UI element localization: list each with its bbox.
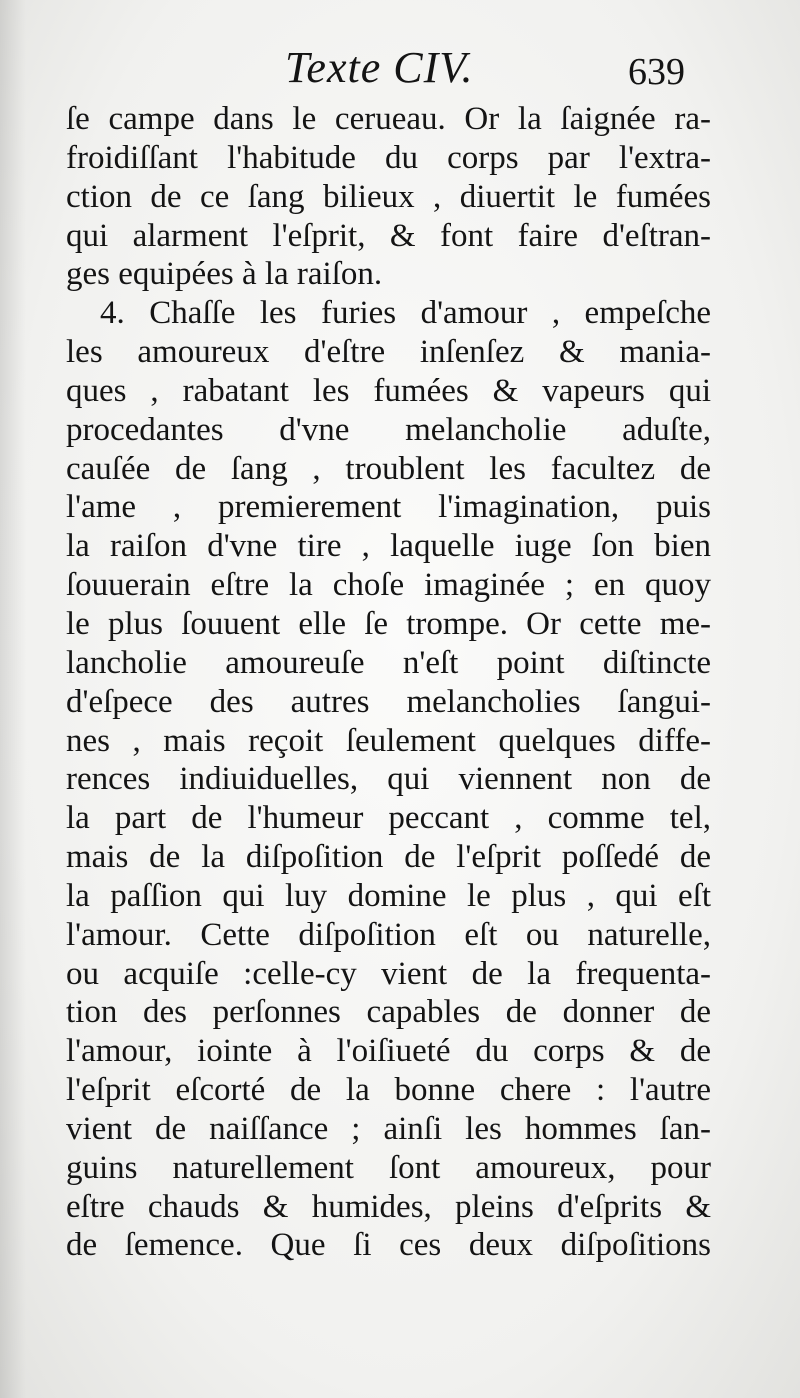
text-line: cauſée de ſang , troublent les facultez de [66,450,711,487]
text-line: nes , mais reçoit ſeulement quelques diffe- [66,722,711,759]
text-line: froidiſſant l'habitude du corps par l'extra- [66,139,711,176]
text-line: ſe campe dans le cerueau. Or la ſaignée ra- [66,101,711,137]
text-line: l'amour. Cette diſpoſition eſt ou naturelle, [66,916,711,953]
text-line: ges equipées à la raiſon. [66,256,383,293]
text-line: ou acquiſe :celle-cy vient de la frequenta- [66,955,711,992]
text-line: mais de la diſpoſition de l'eſprit poſſedé de [66,839,711,876]
text-line: d'eſpece des autres melancholies ſangui- [66,683,711,720]
text-line: l'ame , premierement l'imagination, puis [66,489,711,526]
text-line: la raiſon d'vne tire , laquelle iuge ſon bien [66,528,711,565]
page-number: 639 [628,51,685,93]
text-line: guins naturellement ſont amoureux, pour [66,1149,711,1186]
text-line: de ſemence. Que ſi ces deux diſpoſitions [66,1227,711,1264]
text-line: ques , rabatant les fumées & vapeurs qui [66,372,711,409]
text-line: rences indiuiduelles, qui viennent non de [66,761,711,798]
running-title: Texte CIV. [285,43,474,92]
text-line: eſtre chauds & humides, pleins d'eſprits & [66,1188,711,1225]
text-line: la part de l'humeur peccant , comme tel, [66,800,711,837]
text-line: le plus ſouuent elle ſe trompe. Or cette me- [66,605,711,642]
text-line: procedantes d'vne melancholie aduſte, [66,411,711,448]
text-line: ction de ce ſang bilieux , diuertit le fumées [66,178,711,215]
text-line: vient de naiſſance ; ainſi les hommes ſan- [66,1110,711,1147]
text-line: l'eſprit eſcorté de la bonne chere : l'autre [66,1072,711,1109]
text-line: tion des perſonnes capables de donner de [66,994,711,1031]
text-line: ſouuerain eſtre la choſe imaginée ; en quoy [66,567,711,604]
text-line: les amoureux d'eſtre inſenſez & mania- [66,334,711,371]
text-line: 4. Chaſſe les furies d'amour , empeſche [100,295,711,332]
text-line: lancholie amoureuſe n'eſt point diſtincte [66,644,711,681]
text-line: l'amour, iointe à l'oiſiueté du corps & de [66,1033,711,1070]
running-head [0,38,800,98]
text-line: la paſſion qui luy domine le plus , qui eſt [66,877,711,914]
body-text [66,100,711,1265]
text-line: qui alarment l'eſprit, & font faire d'eſtran- [66,217,711,254]
gutter-shadow [0,0,26,1398]
